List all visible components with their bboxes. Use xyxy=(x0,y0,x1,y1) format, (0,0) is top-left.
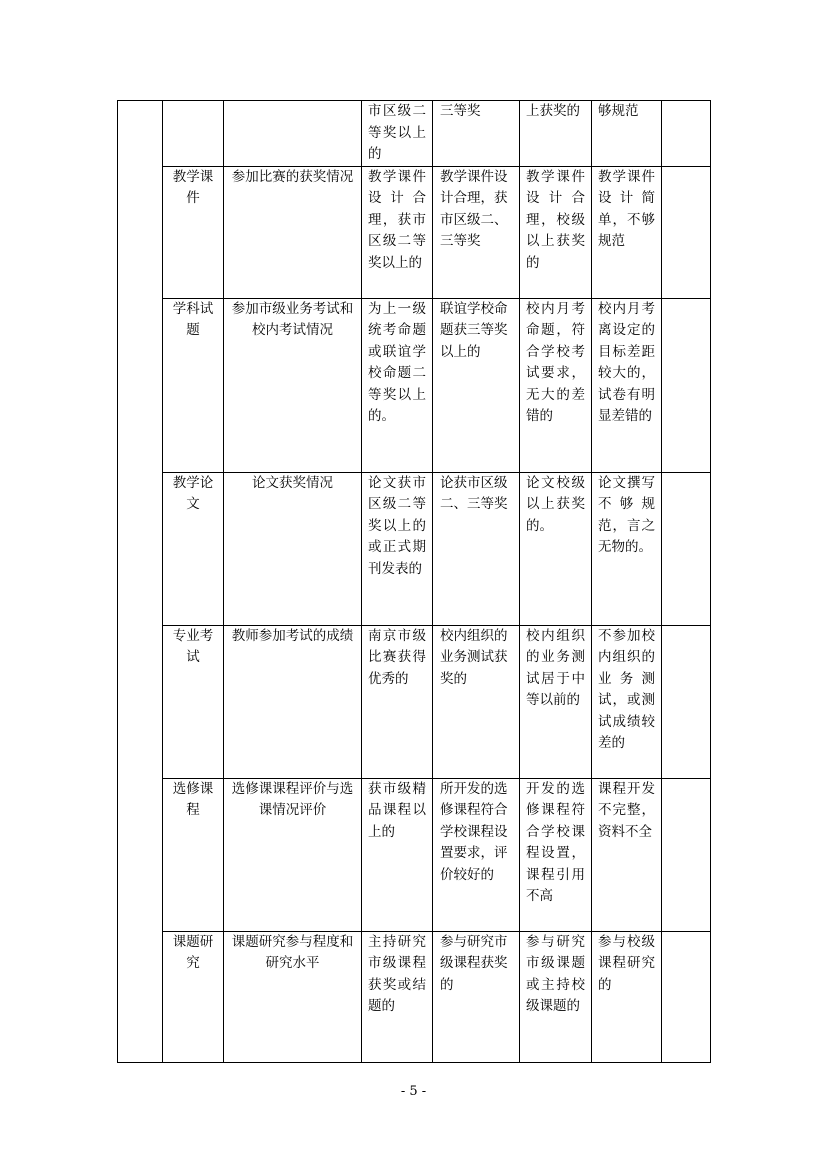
item-text: 参加比赛的获奖情况 xyxy=(231,168,354,185)
level1-text: 为上一级统考命题或联谊学校命题二等奖以上的。 xyxy=(368,300,426,424)
level4-text: 论文撰写不够规范，言之无物的。 xyxy=(598,474,655,555)
level2-text: 教学课件设计合理，获市区级二、三等奖 xyxy=(440,168,508,249)
item-cell xyxy=(224,101,362,167)
level3-cell xyxy=(520,166,592,298)
level1-text: 教学课件设计合理，获市区级二等奖以上的 xyxy=(368,168,426,271)
level3-text: 教学课件设计合理，校级以上获奖的 xyxy=(526,168,585,271)
level2-text: 参与研究市级课程获奖的 xyxy=(440,933,508,993)
level3-cell xyxy=(520,472,592,625)
level2-cell xyxy=(433,472,520,625)
level4-cell xyxy=(592,166,662,298)
level2-cell xyxy=(433,101,520,167)
category-cell xyxy=(163,298,224,472)
level3-cell xyxy=(520,298,592,472)
remark-cell xyxy=(662,625,711,778)
level3-text: 论文校级以上获奖的。 xyxy=(526,474,585,534)
level1-cell xyxy=(362,166,433,298)
level2-cell xyxy=(433,166,520,298)
level4-text: 不参加校内组织的业务测试，或测试成绩较差的 xyxy=(598,627,655,751)
remark-cell xyxy=(662,166,711,298)
level4-text: 参与校级课程研究的 xyxy=(598,933,655,993)
category-cell xyxy=(163,778,224,931)
level4-cell xyxy=(592,298,662,472)
item-cell xyxy=(224,931,362,1062)
table-row xyxy=(118,472,711,625)
item-cell xyxy=(224,298,362,472)
table-row xyxy=(118,298,711,472)
level4-cell xyxy=(592,931,662,1062)
category-text: 选修课程 xyxy=(172,780,214,818)
level4-text: 够规范 xyxy=(598,103,639,119)
level1-text: 论文获市区级二等奖以上的或正式期刊发表的 xyxy=(368,474,426,577)
category-cell xyxy=(163,101,224,167)
level3-cell xyxy=(520,625,592,778)
category-text: 教学课件 xyxy=(172,168,214,206)
remark-cell xyxy=(662,931,711,1062)
level2-text: 所开发的选修课程符合学校课程设置要求，评价较好的 xyxy=(440,780,508,883)
level2-text: 论获市区级二、三等奖 xyxy=(440,474,508,512)
level2-text: 联谊学校命题获三等奖以上的 xyxy=(440,300,508,360)
evaluation-table xyxy=(117,100,711,1063)
level2-cell xyxy=(433,931,520,1062)
remark-cell xyxy=(662,472,711,625)
category-cell xyxy=(163,166,224,298)
level1-text: 获市级精品课程以上的 xyxy=(368,780,426,840)
level4-cell xyxy=(592,472,662,625)
level4-text: 课程开发不完整，资料不全 xyxy=(598,780,655,840)
item-text: 论文获奖情况 xyxy=(252,474,333,491)
level3-text: 上获奖的 xyxy=(526,103,580,119)
level1-text: 南京市级比赛获得优秀的 xyxy=(368,627,426,687)
item-text: 选修课课程评价与选课情况评价 xyxy=(231,780,354,818)
level3-text: 校内月考命题，符合学校考试要求，无大的差错的 xyxy=(526,300,585,424)
level3-cell xyxy=(520,931,592,1062)
item-text: 教师参加考试的成绩 xyxy=(231,627,354,644)
table-row xyxy=(118,625,711,778)
page-number: - 5 - xyxy=(400,1084,427,1099)
level2-cell xyxy=(433,778,520,931)
level1-text: 主持研究市级课程获奖或结题的 xyxy=(368,933,426,1014)
item-text: 参加市级业务考试和校内考试情况 xyxy=(231,300,354,338)
level1-cell xyxy=(362,298,433,472)
category-text: 专业考试 xyxy=(172,627,214,665)
level1-cell xyxy=(362,625,433,778)
level1-cell xyxy=(362,101,433,167)
level1-cell xyxy=(362,778,433,931)
item-cell xyxy=(224,625,362,778)
remark-cell xyxy=(662,298,711,472)
merged-left-cell xyxy=(118,101,163,1063)
level4-cell xyxy=(592,778,662,931)
category-cell xyxy=(163,625,224,778)
category-cell xyxy=(163,931,224,1062)
table-row xyxy=(118,778,711,931)
level2-cell xyxy=(433,625,520,778)
level4-cell xyxy=(592,101,662,167)
category-text: 课题研究 xyxy=(172,933,214,971)
table-row xyxy=(118,931,711,1062)
level4-cell xyxy=(592,625,662,778)
level4-text: 校内月考离设定的目标差距较大的，试卷有明显差错的 xyxy=(598,300,655,424)
level4-text: 教学课件设计简单，不够规范 xyxy=(598,168,655,249)
level1-cell xyxy=(362,931,433,1062)
level3-cell xyxy=(520,778,592,931)
level3-text: 校内组织的业务测试居于中等以前的 xyxy=(526,627,585,708)
category-text: 教学论文 xyxy=(172,474,214,512)
table-row xyxy=(118,166,711,298)
level3-cell xyxy=(520,101,592,167)
level3-text: 开发的选修课程符合学校课程设置，课程引用不高 xyxy=(526,780,585,904)
item-cell xyxy=(224,472,362,625)
item-cell xyxy=(224,778,362,931)
level1-cell xyxy=(362,472,433,625)
item-text: 课题研究参与程度和研究水平 xyxy=(231,933,354,971)
table-row xyxy=(118,101,711,167)
level3-text: 参与研究市级课题或主持校级课题的 xyxy=(526,933,585,1014)
level2-text: 校内组织的业务测试获奖的 xyxy=(440,627,508,687)
level2-cell xyxy=(433,298,520,472)
level1-text: 市区级二等奖以上的 xyxy=(368,103,426,162)
remark-cell xyxy=(662,778,711,931)
category-cell xyxy=(163,472,224,625)
level2-text: 三等奖 xyxy=(440,103,481,119)
category-text: 学科试题 xyxy=(172,300,214,338)
remark-cell xyxy=(662,101,711,167)
item-cell xyxy=(224,166,362,298)
